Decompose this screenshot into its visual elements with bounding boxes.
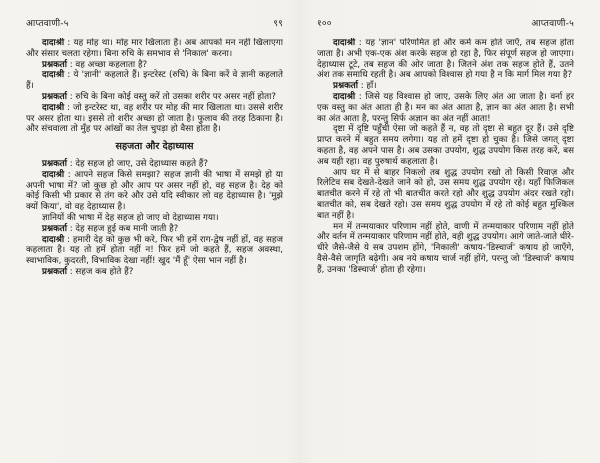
- dialogue-paragraph: प्रश्नकर्ता : देह सहज हुई कब मानी जाती है?: [42, 223, 179, 234]
- dialogue-paragraph: दादाश्री : आपने सहज किसे समझा? सहज ज्ञानी की भाषा में समझे हो या अपनी भाषा में? जो कुछ हो और आप पर असर नहीं हो, वह सहज है। देह को कोई किसी भी प्रकार से तंग करे और उसे यदि स्वीकार लो वह देहाध्यास है। 'मुझे क्यों किया', वो वह देहाध्यास है।: [26, 169, 283, 213]
- text-paragraph: ज्ञानियों की भाषा में देह सहज हो जाए वो देहाध्यास गया।: [42, 212, 219, 223]
- right-page: [317, 16, 574, 455]
- running-title: आप्तवाणी-५: [26, 19, 69, 29]
- speaker-label: दादाश्री: [333, 91, 356, 102]
- dialogue-paragraph: प्रश्नकर्ता : रुचि के बिना कोई वस्तु करें तो उसका शरीर पर असर नहीं होता?: [42, 91, 276, 102]
- dialogue-paragraph: दादाश्री : यह मोह था। मोह मार खिलाता है। अब आपको मन नहीं खिलाएगा और संसार चलता रहेगा। बिना रुचि के समभाव से 'निकाल' करना।: [26, 38, 283, 59]
- dialogue-paragraph: प्रश्नकर्ता : सहज कब होते हैं?: [42, 266, 134, 277]
- speaker-label: प्रश्नकर्ता: [42, 158, 67, 169]
- text-paragraph: दृष्टा में दृष्टि पहुँची ऐसा जो कहते हैं न, वह तो दृष्टा से बहुत दूर हैं। उसे दृष्टि प्राप्त करने में बहुत समय लगेगा। यह तो हमें दृष्टा हो चुका है। जिसे जगत् दृष्टा कहता है, वह अपने पास है। अब उसका उपयोग, शुद्ध उपयोग किस तरह करें, बस अब यही रहा। वह पुरुषार्थ कहलाता है।: [317, 124, 574, 167]
- text-paragraph: आप घर में से बाहर निकलो तब शुद्ध उपयोग रखो तो किसी रिवाज़ और रिलेटिव सब देखते-देखते जाने को हो, उस समय शुद्ध उपयोग रहे। यहाँ फिजिकल बातचीत करने में रहे तो भी बातचीत करते रहो और शुद्ध उपयोग अंदर रखते रहो। बातचीत को, सब देखते रहो। उस समय शुद्ध उपयोग में रहे तो कोई बहुत मुश्किल बात नहीं है।: [317, 167, 574, 221]
- text-paragraph: मन में तन्मयाकार परिणाम नहीं होते, वाणी में तन्मयाकार परिणाम नहीं होते और वर्तन में तन्मयाकार परिणाम नहीं होते, वही शुद्ध उपयोग। आगे जाते-जाते धीरे-धीरे जैसे-जैसे ये सब उपशम होंगे, 'निकाली' कषाय-'डिस्चार्ज' कषाय हो जाएँगे, वैसे-वैसे जागृति बढ़ेगी। अब नये कषाय चार्ज नहीं होंगे, परन्तु जो 'डिस्चार्ज' कषाय हैं, उनका 'डिस्चार्ज' होता ही रहेगा।: [317, 221, 574, 275]
- dialogue-paragraph: दादाश्री : हमारी देह को कुछ भी करे, फिर भी हमें राग-द्वेष नहीं हों, वह सहज कहलाता है। यह तो हमें होता नहीं न! फिर हमें जो कहते हैं, सहज अवस्था, स्वाभाविक, कुदरती, विभाविक देखा नहीं! खुद 'मैं हूँ' ऐसा भान नहीं है।: [26, 234, 283, 267]
- left-page-header: [26, 16, 283, 29]
- right-page-body: [317, 38, 574, 455]
- speaker-label: दादाश्री: [333, 38, 356, 48]
- left-page-body: [26, 38, 283, 455]
- dialogue-paragraph: दादाश्री : जो इन्टरेस्ट था, वह शरीर पर मोह की मार खिलाता था। उससे शरीर पर असर होता था। इससे तो शरीर अच्छा हो जाता है। फुलाव की तरह ठिकाना है। और संचवाला तो मुँह पर आंखों का तेल चुपड़ा हो वैसा होता है।: [26, 102, 283, 135]
- page-number: ९९: [273, 19, 283, 29]
- dialogue-paragraph: प्रश्नकर्ता : हाँ।: [333, 81, 377, 92]
- dialogue-paragraph: दादाश्री : जिसे यह विश्वास हो जाए, उसके लिए अंत आ जाता है। वर्ना हर एक वस्तु का अंत आता ही है। मन का अंत आता है, ज्ञान का अंत आता है। सभी का अंत आता है, परन्तु सिर्फ अज्ञान का अंत नहीं आता!: [317, 91, 574, 124]
- speaker-label: प्रश्नकर्ता: [42, 91, 67, 102]
- speaker-label: प्रश्नकर्ता: [42, 266, 67, 277]
- speaker-label: प्रश्नकर्ता: [333, 81, 358, 92]
- speaker-label: दादाश्री: [42, 38, 65, 48]
- dialogue-paragraph: दादाश्री : ये 'ज्ञानी' कहलाते हैं। इन्टरेस्ट (रुचि) के बिना करें वे ज्ञानी कहलाते हैं।: [26, 70, 283, 92]
- speaker-label: दादाश्री: [42, 169, 65, 180]
- left-page: [26, 16, 283, 455]
- dialogue-paragraph: प्रश्नकर्ता : वह अच्छा कहलाता है?: [42, 59, 148, 70]
- speaker-label: दादाश्री: [42, 234, 65, 245]
- speaker-label: दादाश्री: [42, 70, 65, 81]
- speaker-label: प्रश्नकर्ता: [42, 223, 67, 234]
- section-heading: सहजता और देहाध्यास: [115, 141, 194, 153]
- speaker-label: दादाश्री: [42, 102, 65, 113]
- dialogue-paragraph: प्रश्नकर्ता : देह सहज हो जाए, उसे देहाध्यास कहते हैं?: [42, 158, 209, 169]
- page-number: १००: [317, 19, 332, 29]
- speaker-label: प्रश्नकर्ता: [42, 59, 67, 70]
- right-page-header: [317, 16, 574, 29]
- dialogue-paragraph: दादाश्री : यह 'ज्ञान' परिणमित हो और कर्म कम होते जाएँ, तब सहज होता जाता है। अभी एक-एक अंश करके सहज हो रहा है, फिर संपूर्ण सहज हो जाएगा। देहाध्यास टूटे, तब सहज की ओर जाता है। जितने अंश तक सहज होते हैं, उतने अंश तक समाधि रहती है। अब आपको विश्वास हो गया है न कि मार्ग मिल गया है?: [317, 38, 574, 81]
- running-title: आप्तवाणी-५: [531, 19, 574, 29]
